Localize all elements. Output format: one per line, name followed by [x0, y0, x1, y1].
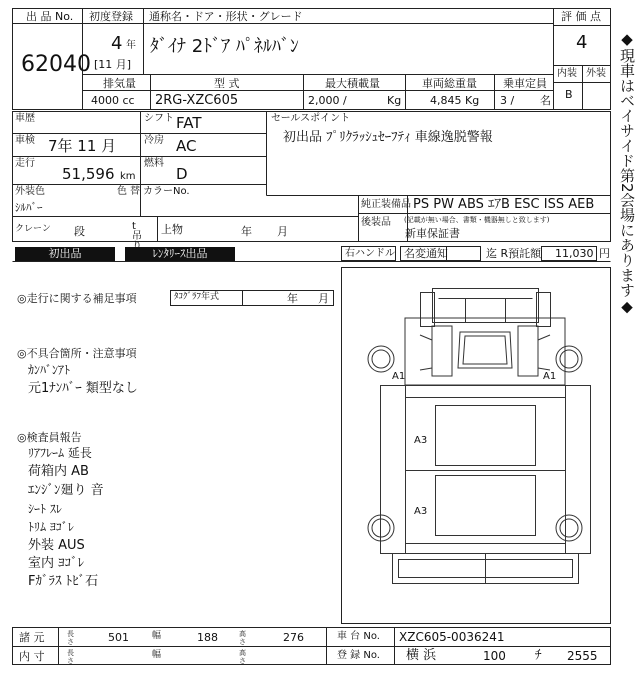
model-name: ﾀﾞｲﾅ 2ﾄﾞｱ ﾊﾟﾈﾙﾊﾞﾝ — [150, 36, 299, 57]
badge-first-listing: 初出品 — [15, 247, 115, 261]
color-change-label: 色 替 — [117, 186, 141, 197]
model-code: 2RG-XZC605 — [155, 93, 239, 108]
model-label: 通称名・ドア・形状・グレード — [149, 10, 303, 23]
plate-label: 登 録 No. — [337, 650, 380, 661]
height-label: 高さ — [239, 630, 246, 646]
upper-label: 上物 — [161, 223, 183, 236]
displacement: 4000 cc — [91, 94, 135, 107]
upper-year: 年 — [241, 225, 252, 238]
equipment-label: 純正装備品 — [361, 199, 411, 210]
inner-width-label: 幅 — [152, 650, 162, 660]
inner-height-label: 高さ — [239, 649, 246, 665]
capacity: 3 / — [500, 94, 515, 107]
inspector-item: ﾘｱﾌﾚｰﾑ 延長 — [28, 446, 92, 460]
score: 4 — [576, 32, 588, 53]
venue-note: ◆現車はベイサイド第2会場にあります◆ — [618, 30, 636, 316]
inspector-item: Fｶﾞﾗｽ ﾄﾋﾞ石 — [28, 574, 99, 589]
damage-mark: A3 — [414, 435, 428, 446]
fuel-label: 燃料 — [144, 158, 164, 169]
vin-value: XZC605-0036241 — [399, 630, 505, 644]
inspector-item: 外装 AUS — [28, 538, 85, 553]
crane-hoist: t 吊 — [132, 221, 142, 242]
max-load: 2,000 / — [308, 94, 347, 107]
length-label: 長さ — [67, 630, 74, 646]
shift-value: FAT — [176, 114, 202, 132]
gross-weight: 4,845 Kg — [430, 94, 480, 107]
inspector-item: ﾄﾘﾑ ﾖｺﾞﾚ — [28, 520, 74, 534]
truck-diagram — [368, 289, 591, 584]
sales-point-text: 初出品 ﾌﾟﾘｸﾗｯｼｭｾｰﾌﾃｨ 車線逸脱警報 — [283, 130, 493, 145]
width-value: 188 — [197, 631, 218, 644]
inspector-item: 室内 ﾖｺﾞﾚ — [28, 556, 85, 571]
dims-label: 諸 元 — [19, 631, 45, 644]
shift-label: シフト — [144, 113, 174, 124]
inspection-value: 7年 11 月 — [48, 137, 117, 155]
capacity-label: 乗車定員 — [503, 77, 547, 90]
upper-month: 月 — [277, 225, 288, 238]
capacity-unit: 名 — [540, 94, 551, 107]
displacement-label: 排気量 — [103, 77, 136, 90]
badge-rental-lease: ﾚﾝﾀﾘｰｽ出品 — [125, 247, 235, 261]
model-code-label: 型 式 — [214, 77, 240, 90]
vin-label: 車 台 No. — [337, 631, 380, 642]
reg-month: [11 月] — [94, 58, 132, 71]
defects-label: ◎不具合箇所・注意事項 — [17, 347, 137, 360]
exterior-label: 外装 — [586, 68, 606, 79]
plate-class: 100 — [483, 649, 506, 663]
history-label: 車歴 — [15, 113, 35, 124]
exterior-color-label: 外装色 — [15, 186, 45, 197]
aftermarket-note: (記載が無い場合、書類・機器無しと致します) — [404, 216, 550, 224]
mileage-unit: km — [120, 171, 136, 182]
width-label: 幅 — [152, 631, 162, 641]
crane-label: クレーン — [15, 224, 51, 234]
crane-step: 段 — [74, 225, 85, 238]
plate-number: 2555 — [567, 649, 598, 663]
interior-grade: B — [565, 88, 573, 101]
lot-no-label: 出 品 No. — [26, 10, 74, 23]
color-no-label: カラーNo. — [143, 186, 190, 197]
inner-dims-label: 内 寸 — [19, 650, 45, 663]
first-reg-label: 初度登録 — [89, 10, 133, 23]
reg-year-unit: 年 — [126, 40, 136, 51]
inspector-item: ｼｰﾄ ｽﾚ — [28, 502, 62, 516]
score-label: 評 価 点 — [561, 10, 601, 23]
sales-point-label: セールスポイント — [271, 113, 351, 124]
defect-item: 元1ﾅﾝﾊﾞｰ 類型なし — [28, 381, 138, 396]
damage-mark: A3 — [414, 506, 428, 517]
driving-notes-label: ◎走行に関する補足事項 — [17, 292, 137, 305]
damage-mark: A1 — [543, 371, 557, 382]
inspector-label: ◎検査員報告 — [17, 431, 82, 444]
equipment-items: PS PW ABS ｴｱB ESC ISS AEB — [413, 197, 595, 212]
damage-mark: A1 — [392, 371, 406, 382]
handle-side: 右ハンドル — [345, 248, 395, 259]
aftermarket-label: 後装品 — [361, 217, 391, 228]
gross-weight-label: 車両総重量 — [422, 77, 477, 90]
tacho-month: 月 — [318, 292, 329, 305]
tacho-year: 年 — [287, 292, 298, 305]
interior-label: 内装 — [557, 68, 577, 79]
exterior-color: ｼﾙﾊﾞｰ — [15, 201, 43, 214]
mileage-label: 走行 — [15, 158, 35, 169]
inspector-item: 荷箱内 AB — [28, 464, 89, 479]
plate-region: 横 浜 — [406, 648, 437, 663]
ac-label: 冷房 — [144, 135, 164, 146]
aftermarket-items: 新車保証書 — [405, 227, 460, 240]
inner-length-label: 長さ — [67, 649, 74, 665]
lot-no: 62040 — [21, 52, 91, 77]
recycle-deposit-unit: 円 — [599, 247, 610, 260]
recycle-deposit-label: 迄 R預託額 — [486, 247, 542, 260]
name-change-label: 名変通知 — [404, 247, 448, 260]
length-value: 501 — [108, 631, 129, 644]
plate-kana: ﾁ — [535, 648, 542, 663]
mileage-value: 51,596 — [62, 165, 115, 183]
fuel-value: D — [176, 165, 188, 183]
height-value: 276 — [283, 631, 304, 644]
max-load-unit: Kg — [387, 94, 402, 107]
recycle-deposit: 11,030 — [555, 247, 594, 260]
max-load-label: 最大積載量 — [325, 77, 380, 90]
ac-value: AC — [176, 137, 197, 155]
inspection-label: 車検 — [15, 135, 35, 146]
reg-year: 4 — [111, 33, 123, 54]
defect-item: ｶﾝﾊﾞﾝｱﾄ — [28, 363, 71, 377]
inspector-item: ｴﾝｼﾞﾝ廻り 音 — [28, 483, 104, 498]
tacho-label: ﾀｺｸﾞﾗﾌ年式 — [174, 292, 220, 302]
